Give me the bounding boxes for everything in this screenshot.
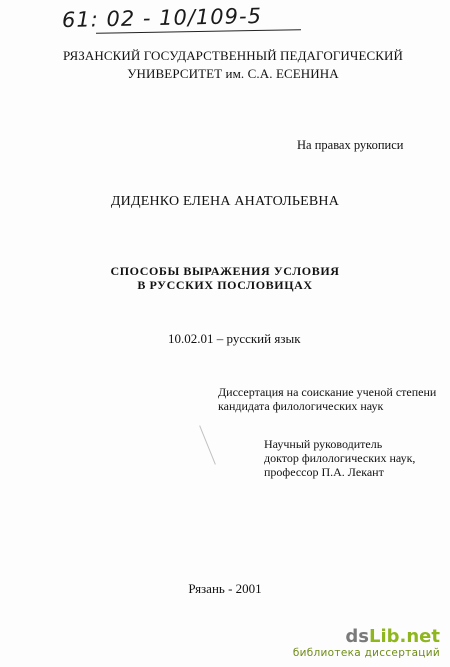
handwritten-code: 61: 02 - 10/109-5 bbox=[61, 3, 263, 33]
university-line-1: РЯЗАНСКИЙ ГОСУДАРСТВЕННЫЙ ПЕДАГОГИЧЕСКИЙ bbox=[62, 48, 404, 63]
specialty-code: 10.02.01 – русский язык bbox=[168, 331, 301, 346]
scan-mark bbox=[199, 425, 216, 464]
supervisor-line-2: доктор филологических наук, bbox=[264, 451, 416, 465]
watermark[interactable] bbox=[293, 627, 440, 659]
dissertation-line-2: кандидата филологических наук bbox=[218, 399, 384, 413]
supervisor-line-3: профессор П.А. Лекант bbox=[264, 465, 384, 479]
title-line-1: СПОСОБЫ ВЫРАЖЕНИЯ УСЛОВИЯ bbox=[110, 264, 340, 278]
dissertation-line-1: Диссертация на соискание ученой степени bbox=[218, 385, 437, 399]
title-line-2: В РУССКИХ ПОСЛОВИЦАХ bbox=[137, 278, 313, 292]
watermark-logo-rest: Lib.net bbox=[369, 626, 440, 647]
watermark-subtitle: библиотека диссертаций bbox=[292, 647, 440, 659]
university-line-2: УНИВЕРСИТЕТ им. С.А. ЕСЕНИНА bbox=[127, 66, 339, 81]
rights-note: На правах рукописи bbox=[297, 138, 404, 152]
watermark-logo bbox=[293, 627, 440, 647]
supervisor-line-1: Научный руководитель bbox=[264, 437, 383, 451]
city-year: Рязань - 2001 bbox=[188, 581, 262, 596]
author-name: ДИДЕНКО ЕЛЕНА АНАТОЛЬЕВНА bbox=[110, 194, 340, 209]
watermark-logo-ds: ds bbox=[345, 626, 369, 647]
